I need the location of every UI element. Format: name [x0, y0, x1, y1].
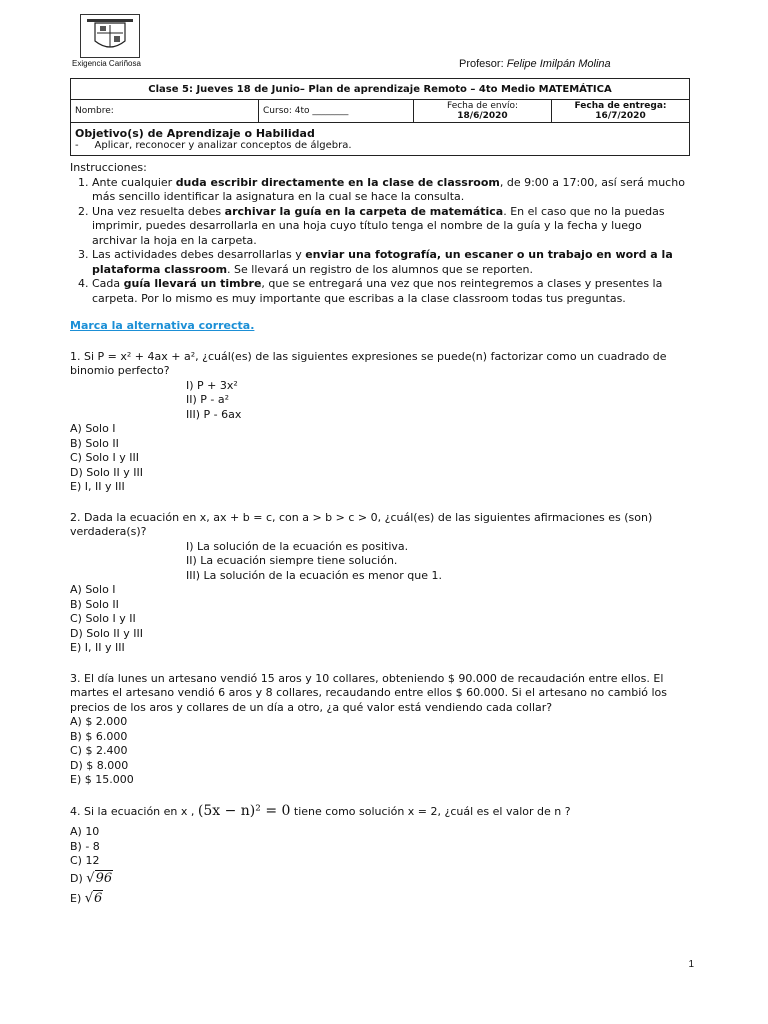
instructions-list: [70, 176, 690, 307]
q1-option-e[interactable]: E) I, II y III: [70, 480, 125, 493]
q4-stem: 4. Si la ecuación en x , (5x − n)² = 0 tiene como solución x = 2, ¿cuál es el valor de n ?: [70, 802, 571, 819]
school-logo: [80, 14, 140, 58]
school-motto: Exigencia Cariñosa: [72, 59, 141, 68]
class-info-table: [70, 78, 690, 156]
fecha-envio-cell: Fecha de envío: 18/6/2020: [414, 100, 552, 123]
instruction-item: 3. Las actividades debes desarrollarlas y enviar una fotografía, un escaner o un trabajo en word a la plataforma classroom. Se llevará un registro de los alumnos que se reporten.: [92, 248, 690, 277]
q2-statement: II) La ecuación siempre tiene solución.: [186, 554, 398, 567]
q4-option-c[interactable]: C) 12: [70, 854, 100, 867]
q1-option-a[interactable]: A) Solo I: [70, 422, 116, 435]
q2-option-c[interactable]: C) Solo I y II: [70, 612, 136, 625]
page-number: 1: [688, 959, 694, 970]
q3-option-e[interactable]: E) $ 15.000: [70, 773, 134, 786]
fecha-entrega-cell: Fecha de entrega: 16/7/2020: [552, 100, 690, 123]
q1-option-c[interactable]: C) Solo I y III: [70, 451, 139, 464]
objective-label: Objetivo(s) de Aprendizaje o Habilidad: [75, 127, 315, 140]
q3-stem: 3. El día lunes un artesano vendió 15 aros y 10 collares, obteniendo $ 90.000 de recaudación entre ellos. El martes el artesano vendió 6 aros y 8 collares, recaudando entre ellos $ 60.000. Si el artesano no cambió los precios de los aros y collares de un día a otro, ¿a qué valor está vendiendo cada collar?: [70, 671, 667, 714]
q1-statement: II) P - a²: [186, 393, 230, 406]
q3-option-a[interactable]: A) $ 2.000: [70, 715, 128, 728]
instruction-item: 1. Ante cualquier duda escribir directamente en la clase de classroom, de 9:00 a 17:00, así será mucho más sencillo identificar la asignatura en la cual se hace la consulta.: [92, 176, 690, 205]
q2-statement: I) La solución de la ecuación es positiva.: [186, 539, 409, 553]
q4-option-a[interactable]: A) 10: [70, 825, 100, 838]
sqrt-6: √6: [84, 891, 103, 906]
q2-statement: III) La solución de la ecuación es menor que 1.: [186, 568, 442, 582]
teacher-label: Profesor:: [459, 58, 504, 70]
q2-option-d[interactable]: D) Solo II y III: [70, 626, 143, 640]
instruction-item: 4. Cada guía llevará un timbre, que se entregará una vez que nos reintegremos a clases y presentes la carpeta. Por lo mismo es muy importante que escribas a la clase classroom todas tus preguntas.: [92, 277, 690, 306]
class-title: Clase 5: Jueves 18 de Junio– Plan de aprendizaje Remoto – 4to Medio MATEMÁTICA: [71, 79, 690, 100]
sqrt-icon: √: [84, 891, 94, 906]
q1-statement: III) P - 6ax: [186, 407, 242, 421]
instruction-item: 2. Una vez resuelta debes archivar la guía en la carpeta de matemática. En el caso que no la puedas imprimir, puedes desarrollarla en una hoja cuyo título tenga el nombre de la guía y la fecha y luego archivar la hoja en la carpeta.: [92, 205, 690, 249]
q2-option-e[interactable]: E) I, II y III: [70, 641, 125, 654]
teacher-line: [459, 58, 611, 70]
sqrt-icon: √: [86, 870, 95, 886]
sqrt-96: √96: [86, 870, 113, 886]
q2-stem: 2. Dada la ecuación en x, ax + b = c, con a > b > c > 0, ¿cuál(es) de las siguientes afirmaciones es (son) verdadera(s)?: [70, 510, 653, 538]
q1-option-d[interactable]: D) Solo II y III: [70, 465, 143, 479]
q3-option-b[interactable]: B) $ 6.000: [70, 729, 128, 743]
q4-option-b[interactable]: B) - 8: [70, 839, 100, 853]
curso-field[interactable]: Curso: 4to ________: [259, 100, 414, 123]
q3-option-d[interactable]: D) $ 8.000: [70, 758, 129, 772]
q4-option-d[interactable]: D) √96: [70, 870, 113, 886]
q2-option-b[interactable]: B) Solo II: [70, 597, 119, 611]
q3-option-c[interactable]: C) $ 2.400: [70, 744, 128, 757]
q1-statement: I) P + 3x²: [186, 378, 238, 392]
q1-stem: 1. Si P = x² + 4ax + a², ¿cuál(es) de las siguientes expresiones se puede(n) factorizar como un cuadrado de binomio perfecto?: [70, 349, 667, 377]
teacher-name: Felipe Imilpán Molina: [506, 58, 611, 70]
nombre-field[interactable]: Nombre:: [71, 100, 259, 123]
objective-cell: [71, 123, 690, 156]
q4-option-e[interactable]: E) √6: [70, 891, 103, 906]
instructions-heading: Instrucciones:: [70, 161, 147, 174]
objective-text: - Aplicar, reconocer y analizar conceptos de álgebra.: [75, 140, 352, 151]
q4-equation: (5x − n)² = 0: [197, 802, 291, 819]
q2-option-a[interactable]: A) Solo I: [70, 583, 116, 596]
q1-option-b[interactable]: B) Solo II: [70, 436, 119, 450]
section-title-link[interactable]: Marca la alternativa correcta.: [70, 319, 255, 332]
school-crest-icon: [81, 15, 139, 57]
worksheet-body: [70, 161, 690, 907]
